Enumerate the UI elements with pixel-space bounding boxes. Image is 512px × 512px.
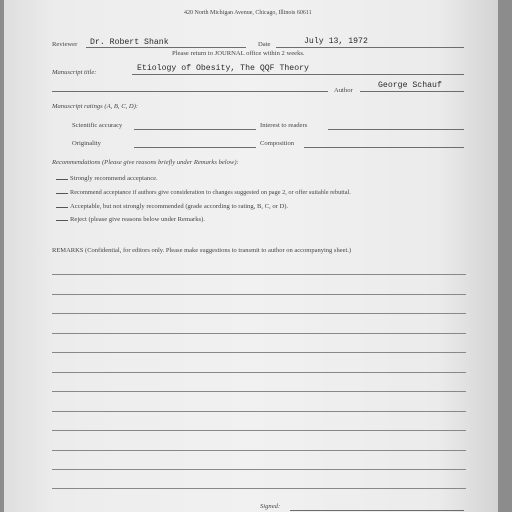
composition-label: Composition (260, 140, 295, 147)
signed-label: Signed: (260, 503, 281, 510)
recommendation-option-text: Acceptable, but not strongly recommended (grade according to rating, B, C, or D). (70, 203, 289, 210)
recommendations-heading: Recommendations (Please give reasons briefly under Remarks below): (52, 159, 239, 166)
originality-label: Originality (72, 140, 101, 147)
remarks-heading: REMARKS (Confidential, for editors only. Please make suggestions to transmit to author on accompanying sheet.) (52, 247, 352, 254)
recommendation-option-1 (56, 173, 158, 183)
recommendation-option-3 (56, 201, 288, 211)
recommendation-checkline (56, 187, 68, 194)
recommendation-option-text: Recommend acceptance if authors give consideration to changes suggested on page 2, or offer suitable rebuttal. (70, 189, 351, 196)
recommendation-option-text: Strongly recommend acceptance. (70, 175, 158, 182)
recommendation-option-text: Reject (please give reasons below under Remarks). (70, 216, 205, 223)
author-line (360, 91, 464, 92)
scientific-accuracy-line (134, 129, 256, 130)
date-value: July 13, 1972 (304, 37, 368, 46)
review-form-page (4, 0, 498, 512)
reviewer-label: Reviewer (52, 41, 78, 48)
remarks-line (52, 313, 466, 314)
remarks-line (52, 430, 466, 431)
remarks-line (52, 294, 466, 295)
signed-line (290, 510, 464, 511)
letterhead: 420 North Michigan Avenue, Chicago, Illinois 60611 (184, 10, 312, 16)
remarks-line (52, 333, 466, 334)
reviewer-line (86, 47, 246, 48)
manuscript-label: Manuscript title: (52, 69, 97, 76)
composition-line (304, 147, 464, 148)
return-notice: Please return to JOURNAL office within 2 weeks. (172, 50, 305, 57)
scientific-accuracy-label: Scientific accuracy (72, 122, 123, 129)
remarks-line (52, 450, 466, 451)
date-line (276, 47, 464, 48)
remarks-line (52, 411, 466, 412)
author-value: George Schauf (378, 81, 442, 90)
interest-line (328, 129, 464, 130)
recommendation-checkline (56, 214, 68, 221)
reviewer-value: Dr. Robert Shank (90, 38, 169, 47)
author-label: Author (334, 87, 353, 94)
recommendation-checkline (56, 173, 68, 180)
manuscript-line-2 (52, 91, 328, 92)
remarks-line (52, 372, 466, 373)
manuscript-title: Etiology of Obesity, The QQF Theory (137, 64, 309, 73)
remarks-line (52, 391, 466, 392)
interest-label: Interest to readers (260, 122, 308, 129)
recommendation-checkline (56, 201, 68, 208)
remarks-line (52, 352, 466, 353)
remarks-line (52, 274, 466, 275)
recommendation-option-2 (56, 187, 351, 197)
recommendation-option-4 (56, 214, 205, 224)
ratings-heading: Manuscript ratings (A, B, C, D): (52, 103, 139, 110)
remarks-line (52, 469, 466, 470)
manuscript-line (132, 74, 464, 75)
originality-line (134, 147, 256, 148)
remarks-line (52, 488, 466, 489)
date-label: Date (258, 41, 271, 48)
